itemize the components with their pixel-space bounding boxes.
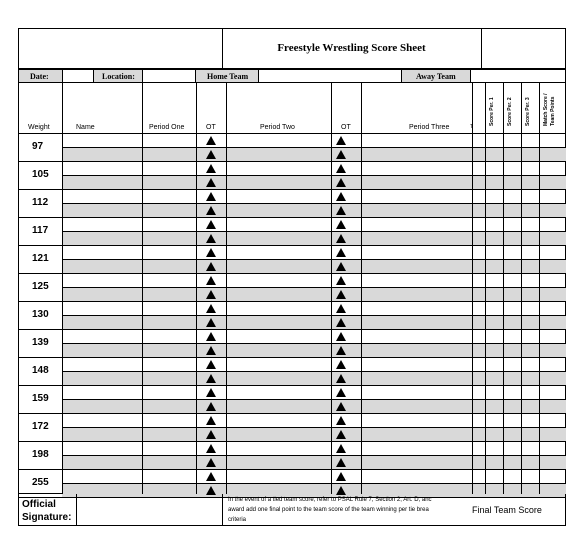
col-ot-2: OT bbox=[341, 124, 351, 131]
row-shade bbox=[62, 287, 566, 301]
table-row[interactable] bbox=[63, 162, 196, 175]
triangle-up-icon bbox=[206, 136, 216, 145]
row-shade bbox=[62, 371, 566, 385]
col-score-per-3: Score Per. 3 bbox=[525, 97, 531, 126]
triangle-up-icon bbox=[336, 304, 346, 313]
triangle-up-icon bbox=[336, 346, 346, 355]
triangle-up-icon bbox=[206, 444, 216, 453]
triangle-up-icon bbox=[206, 458, 216, 467]
row-shade bbox=[62, 175, 566, 189]
home-team-field[interactable] bbox=[258, 70, 402, 82]
triangle-up-icon bbox=[206, 234, 216, 243]
final-team-score-label: Final Team Score bbox=[472, 505, 542, 515]
table-row[interactable] bbox=[63, 274, 196, 287]
triangle-up-icon bbox=[206, 346, 216, 355]
table-row[interactable] bbox=[63, 414, 196, 427]
col-name: Name bbox=[76, 124, 95, 131]
signature-field[interactable] bbox=[77, 494, 222, 525]
row-shade bbox=[62, 399, 566, 413]
away-team-label: Away Team bbox=[416, 72, 456, 81]
triangle-up-icon bbox=[336, 388, 346, 397]
triangle-up-icon bbox=[206, 150, 216, 159]
triangle-up-icon bbox=[336, 402, 346, 411]
triangle-up-icon bbox=[336, 332, 346, 341]
triangle-up-icon bbox=[206, 472, 216, 481]
weight-label: 125 bbox=[32, 281, 49, 292]
table-row[interactable] bbox=[63, 218, 196, 231]
triangle-up-icon bbox=[206, 430, 216, 439]
sheet-title: Freestyle Wrestling Score Sheet bbox=[277, 42, 426, 54]
location-field[interactable] bbox=[142, 70, 196, 82]
table-row[interactable] bbox=[63, 470, 196, 483]
weight-label: 121 bbox=[32, 253, 49, 264]
row-shade bbox=[62, 231, 566, 245]
triangle-up-icon bbox=[336, 150, 346, 159]
triangle-up-icon bbox=[336, 374, 346, 383]
weight-label: 130 bbox=[32, 309, 49, 320]
triangle-up-icon bbox=[206, 332, 216, 341]
triangle-up-icon bbox=[336, 458, 346, 467]
row-shade bbox=[62, 315, 566, 329]
triangle-up-icon bbox=[206, 374, 216, 383]
weight-label: 172 bbox=[32, 421, 49, 432]
table-row[interactable] bbox=[63, 330, 196, 343]
col-weight: Weight bbox=[28, 124, 50, 131]
col-period-one: Period One bbox=[149, 124, 185, 131]
row-shade bbox=[62, 455, 566, 469]
location-label: Location: bbox=[102, 72, 135, 81]
triangle-up-icon bbox=[206, 388, 216, 397]
triangle-up-icon bbox=[336, 178, 346, 187]
col-ot-1: OT bbox=[206, 124, 216, 131]
triangle-up-icon bbox=[206, 164, 216, 173]
weight-label: 105 bbox=[32, 169, 49, 180]
triangle-up-icon bbox=[336, 164, 346, 173]
triangle-up-icon bbox=[206, 290, 216, 299]
official-label-line2: Signature: bbox=[22, 512, 72, 523]
date-label: Date: bbox=[30, 72, 49, 81]
triangle-up-icon bbox=[336, 234, 346, 243]
row-shade bbox=[62, 147, 566, 161]
col-period-three: Period Three bbox=[409, 124, 450, 131]
triangle-up-icon bbox=[336, 472, 346, 481]
triangle-up-icon bbox=[206, 318, 216, 327]
weight-label: 97 bbox=[32, 141, 44, 152]
weight-label: 198 bbox=[32, 449, 49, 460]
triangle-up-icon bbox=[336, 192, 346, 201]
col-t: T bbox=[470, 124, 474, 130]
table-row[interactable] bbox=[63, 134, 196, 147]
triangle-up-icon bbox=[336, 136, 346, 145]
col-match-score: Match Score / bbox=[543, 93, 549, 126]
table-row[interactable] bbox=[63, 246, 196, 259]
triangle-up-icon bbox=[206, 178, 216, 187]
triangle-up-icon bbox=[206, 192, 216, 201]
triangle-up-icon bbox=[336, 276, 346, 285]
table-row[interactable] bbox=[63, 442, 196, 455]
table-row[interactable] bbox=[63, 190, 196, 203]
triangle-up-icon bbox=[336, 206, 346, 215]
table-row[interactable] bbox=[63, 386, 196, 399]
row-shade bbox=[62, 343, 566, 357]
triangle-up-icon bbox=[206, 220, 216, 229]
triangle-up-icon bbox=[336, 416, 346, 425]
row-shade bbox=[62, 427, 566, 441]
triangle-up-icon bbox=[206, 304, 216, 313]
weight-label: 112 bbox=[32, 197, 49, 208]
row-shade bbox=[62, 259, 566, 273]
away-team-field[interactable] bbox=[470, 70, 565, 82]
row-shade bbox=[62, 203, 566, 217]
triangle-up-icon bbox=[206, 416, 216, 425]
tie-rule-note: In the event of a tied team score, refer to PSAL Rule 7, Section 2, Art. D, anc award add one final point to the team score of the team winning per tie brea criteria bbox=[228, 497, 432, 523]
triangle-up-icon bbox=[336, 360, 346, 369]
weight-label: 148 bbox=[32, 365, 49, 376]
triangle-up-icon bbox=[336, 248, 346, 257]
table-row[interactable] bbox=[63, 302, 196, 315]
triangle-up-icon bbox=[336, 444, 346, 453]
triangle-up-icon bbox=[336, 220, 346, 229]
col-period-two: Period Two bbox=[260, 124, 295, 131]
triangle-up-icon bbox=[336, 430, 346, 439]
triangle-up-icon bbox=[206, 262, 216, 271]
home-team-label: Home Team bbox=[207, 72, 249, 81]
col-score-per-1: Score Per. 1 bbox=[489, 97, 495, 126]
triangle-up-icon bbox=[336, 290, 346, 299]
col-team-points: Team Points bbox=[550, 96, 556, 126]
official-label-line1: Official bbox=[22, 499, 56, 510]
triangle-up-icon bbox=[206, 276, 216, 285]
triangle-up-icon bbox=[206, 206, 216, 215]
triangle-up-icon bbox=[336, 262, 346, 271]
date-field[interactable] bbox=[62, 70, 94, 82]
weight-label: 139 bbox=[32, 337, 49, 348]
triangle-up-icon bbox=[206, 360, 216, 369]
weight-label: 255 bbox=[32, 477, 49, 488]
triangle-up-icon bbox=[206, 248, 216, 257]
weight-label: 159 bbox=[32, 393, 49, 404]
table-row[interactable] bbox=[63, 358, 196, 371]
triangle-up-icon bbox=[206, 402, 216, 411]
weight-label: 117 bbox=[32, 225, 49, 236]
triangle-up-icon bbox=[336, 318, 346, 327]
col-score-per-2: Score Per. 2 bbox=[507, 97, 513, 126]
